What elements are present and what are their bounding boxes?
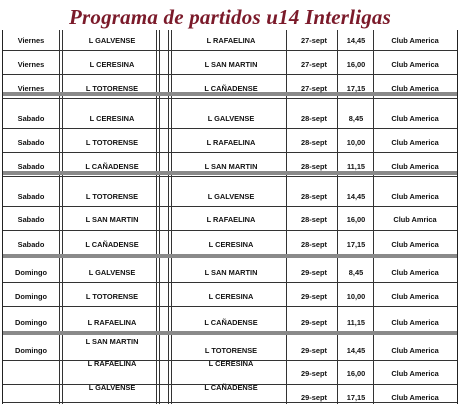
home-team: L GALVENSE — [88, 383, 136, 392]
match-venue: Club Amrica — [393, 215, 437, 224]
away-team: L GALVENSE — [207, 114, 255, 123]
match-venue: Club America — [391, 162, 439, 171]
row-divider — [3, 230, 457, 231]
away-team: L CERESINA — [208, 240, 254, 249]
match-day: Domingo — [14, 346, 48, 355]
home-team: L RAFAELINA — [87, 359, 137, 368]
match-date: 28-sept — [301, 215, 327, 224]
home-team: L TOTORENSE — [85, 292, 139, 301]
match-time: 11,15 — [346, 162, 366, 171]
match-day: Sabado — [17, 114, 45, 123]
match-time: 8,45 — [348, 114, 364, 123]
match-venue: Club America — [391, 114, 439, 123]
match-date: 29-sept — [301, 292, 327, 301]
column-divider — [62, 30, 63, 404]
match-day: Sabado — [17, 138, 45, 147]
match-venue: Club America — [391, 369, 439, 378]
away-team: L SAN MARTIN — [204, 60, 258, 69]
home-team: L CERESINA — [89, 60, 135, 69]
day-group-separator — [3, 254, 457, 258]
row-divider — [3, 206, 457, 207]
home-team: L TOTORENSE — [85, 138, 139, 147]
match-time: 8,45 — [348, 268, 364, 277]
match-date: 28-sept — [301, 114, 327, 123]
home-team: L TOTORENSE — [85, 84, 139, 93]
match-time: 10,00 — [346, 292, 366, 301]
match-time: 14,45 — [346, 192, 366, 201]
away-team: L RAFAELINA — [206, 215, 256, 224]
match-date: 27-sept — [301, 60, 327, 69]
match-time: 14,45 — [346, 346, 366, 355]
day-group-separator — [3, 331, 457, 335]
home-team: L SAN MARTIN — [85, 215, 139, 224]
row-divider — [3, 176, 457, 177]
match-time: 14,45 — [346, 36, 366, 45]
match-venue: Club America — [391, 60, 439, 69]
match-day: Viernes — [17, 36, 45, 45]
match-day: Viernes — [17, 60, 45, 69]
day-group-separator — [3, 171, 457, 175]
home-team: L CERESINA — [89, 114, 135, 123]
row-divider — [3, 128, 457, 129]
match-venue: Club America — [391, 240, 439, 249]
away-team: L SAN MARTIN — [204, 162, 258, 171]
home-team: L RAFAELINA — [87, 318, 137, 327]
match-day: Sabado — [17, 215, 45, 224]
away-team: L CERESINA — [208, 359, 254, 368]
match-time: 10,00 — [346, 138, 366, 147]
match-day: Domingo — [14, 292, 48, 301]
match-time: 17,15 — [346, 84, 366, 93]
match-date: 27-sept — [301, 84, 327, 93]
match-day: Sabado — [17, 192, 45, 201]
home-team: L GALVENSE — [88, 268, 136, 277]
match-schedule-table — [2, 30, 458, 404]
match-venue: Club America — [391, 138, 439, 147]
match-time: 16,00 — [346, 60, 366, 69]
home-team: L TOTORENSE — [85, 192, 139, 201]
away-team: L CAÑADENSE — [204, 383, 258, 392]
away-team: L SAN MARTIN — [204, 268, 258, 277]
match-day: Sabado — [17, 162, 45, 171]
match-venue: Club America — [391, 36, 439, 45]
match-venue: Club America — [391, 318, 439, 327]
match-date: 28-sept — [301, 192, 327, 201]
row-divider — [3, 282, 457, 283]
home-team: L SAN MARTIN — [85, 337, 139, 346]
match-venue: Club America — [391, 84, 439, 93]
match-date: 29-sept — [301, 268, 327, 277]
away-team: L CAÑADENSE — [204, 84, 258, 93]
match-time: 16,00 — [346, 369, 366, 378]
away-team: L TOTORENSE — [204, 346, 258, 355]
home-team: L CAÑADENSE — [85, 240, 139, 249]
row-divider — [3, 98, 457, 99]
match-venue: Club America — [391, 192, 439, 201]
match-date: 27-sept — [301, 36, 327, 45]
match-time: 17,15 — [346, 393, 366, 402]
row-divider — [3, 74, 457, 75]
away-team: L GALVENSE — [207, 192, 255, 201]
match-day: Domingo — [14, 268, 48, 277]
column-divider — [159, 30, 160, 404]
match-day: Viernes — [17, 84, 45, 93]
column-divider — [59, 30, 60, 404]
away-team: L RAFAELINA — [206, 36, 256, 45]
match-date: 28-sept — [301, 162, 327, 171]
row-divider — [3, 306, 457, 307]
match-day: Domingo — [14, 318, 48, 327]
match-date: 29-sept — [301, 393, 327, 402]
row-divider — [3, 402, 457, 403]
page-title: Programa de partidos u14 Interligas — [68, 5, 392, 29]
match-venue: Club America — [391, 268, 439, 277]
row-divider — [3, 152, 457, 153]
match-date: 29-sept — [301, 318, 327, 327]
match-venue: Club America — [391, 346, 439, 355]
home-team: L CAÑADENSE — [85, 162, 139, 171]
row-divider — [3, 50, 457, 51]
match-day: Sabado — [17, 240, 45, 249]
match-date: 28-sept — [301, 240, 327, 249]
match-date: 29-sept — [301, 346, 327, 355]
match-venue: Club America — [391, 292, 439, 301]
away-team: L CERESINA — [208, 292, 254, 301]
away-team: L RAFAELINA — [206, 138, 256, 147]
match-date: 29-sept — [301, 369, 327, 378]
away-team: L CAÑADENSE — [204, 318, 258, 327]
home-team: L GALVENSE — [88, 36, 136, 45]
match-time: 16,00 — [346, 215, 366, 224]
match-venue: Club America — [391, 393, 439, 402]
match-time: 11,15 — [346, 318, 366, 327]
match-date: 28-sept — [301, 138, 327, 147]
match-time: 17,15 — [346, 240, 366, 249]
